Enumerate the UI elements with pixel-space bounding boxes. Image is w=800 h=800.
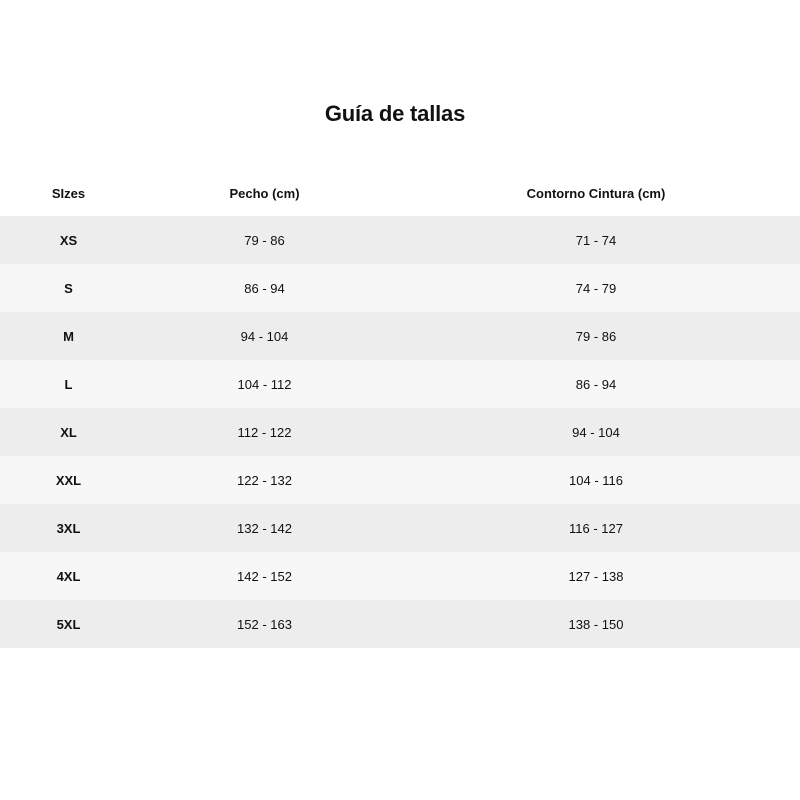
chest-cell: 86 - 94: [137, 264, 392, 312]
waist-cell: 71 - 74: [392, 216, 800, 264]
column-header-chest: Pecho (cm): [229, 185, 300, 201]
chest-cell: 132 - 142: [137, 504, 392, 552]
size-cell: S: [0, 264, 137, 312]
chest-cell: 152 - 163: [137, 600, 392, 648]
chest-cell: 79 - 86: [137, 216, 392, 264]
waist-cell: 138 - 150: [392, 600, 800, 648]
waist-cell: 116 - 127: [392, 504, 800, 552]
table-row: [0, 552, 800, 600]
page-title: Guía de tallas: [324, 100, 466, 126]
waist-cell: 79 - 86: [392, 312, 800, 360]
table-row: [0, 216, 800, 264]
table-row: [0, 312, 800, 360]
size-cell: 5XL: [0, 600, 137, 648]
size-cell: XS: [0, 216, 137, 264]
chest-cell: 104 - 112: [137, 360, 392, 408]
waist-cell: 94 - 104: [392, 408, 800, 456]
table-row: [0, 408, 800, 456]
chest-cell: 112 - 122: [137, 408, 392, 456]
size-cell: 4XL: [0, 552, 137, 600]
size-cell: XXL: [0, 456, 137, 504]
chest-cell: 122 - 132: [137, 456, 392, 504]
table-row: [0, 456, 800, 504]
size-cell: L: [0, 360, 137, 408]
chest-cell: 94 - 104: [137, 312, 392, 360]
table-row: [0, 504, 800, 552]
column-header-waist: Contorno Cintura (cm): [526, 185, 666, 201]
table-row: [0, 264, 800, 312]
size-cell: 3XL: [0, 504, 137, 552]
table-row: [0, 360, 800, 408]
waist-cell: 127 - 138: [392, 552, 800, 600]
chest-cell: 142 - 152: [137, 552, 392, 600]
size-cell: M: [0, 312, 137, 360]
column-header-sizes: SIzes: [51, 185, 86, 201]
waist-cell: 74 - 79: [392, 264, 800, 312]
table-header-row: [0, 170, 800, 216]
waist-cell: 86 - 94: [392, 360, 800, 408]
waist-cell: 104 - 116: [392, 456, 800, 504]
table-row: [0, 600, 800, 648]
size-guide-table: [0, 170, 800, 648]
size-cell: XL: [0, 408, 137, 456]
